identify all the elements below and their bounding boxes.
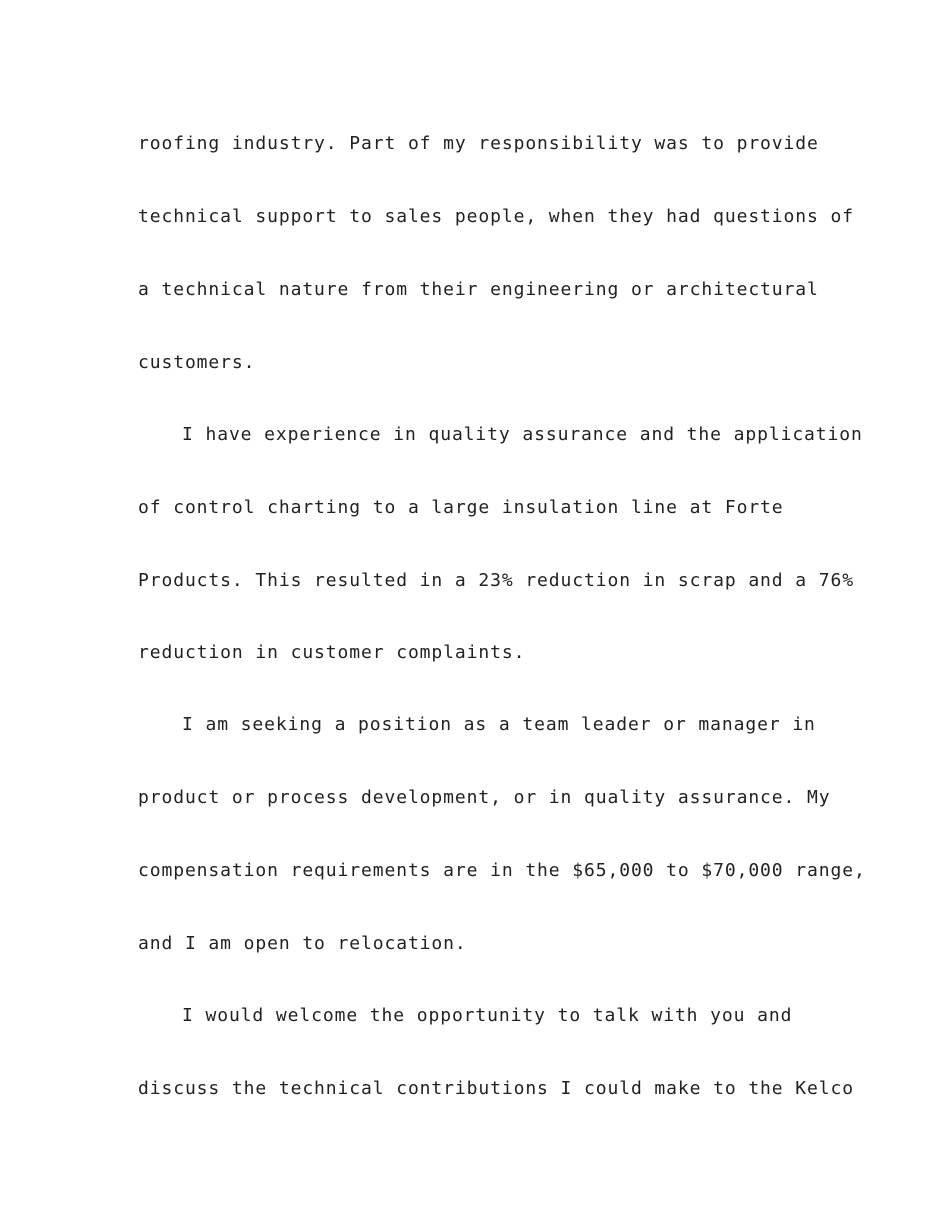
- text-line: compensation requirements are in the $65,000 to $70,000 range,: [138, 860, 866, 881]
- text-line: roofing industry. Part of my responsibility was to provide: [138, 133, 819, 154]
- text-line: Products. This resulted in a 23% reduction in scrap and a 76%: [138, 570, 854, 591]
- text-line: a technical nature from their engineering or architectural: [138, 279, 819, 300]
- text-line: product or process development, or in quality assurance. My: [138, 787, 831, 808]
- text-line: I am seeking a position as a team leader or manager in: [182, 714, 816, 735]
- text-line: and I am open to relocation.: [138, 933, 467, 954]
- text-line: customers.: [138, 352, 256, 373]
- text-line: technical support to sales people, when they had questions of: [138, 206, 854, 227]
- text-line: of control charting to a large insulation line at Forte: [138, 497, 784, 518]
- text-line: reduction in customer complaints.: [138, 642, 526, 663]
- text-line: discuss the technical contributions I could make to the Kelco: [138, 1078, 854, 1099]
- text-line: I have experience in quality assurance and the application: [182, 424, 863, 445]
- text-line: I would welcome the opportunity to talk with you and: [182, 1005, 793, 1026]
